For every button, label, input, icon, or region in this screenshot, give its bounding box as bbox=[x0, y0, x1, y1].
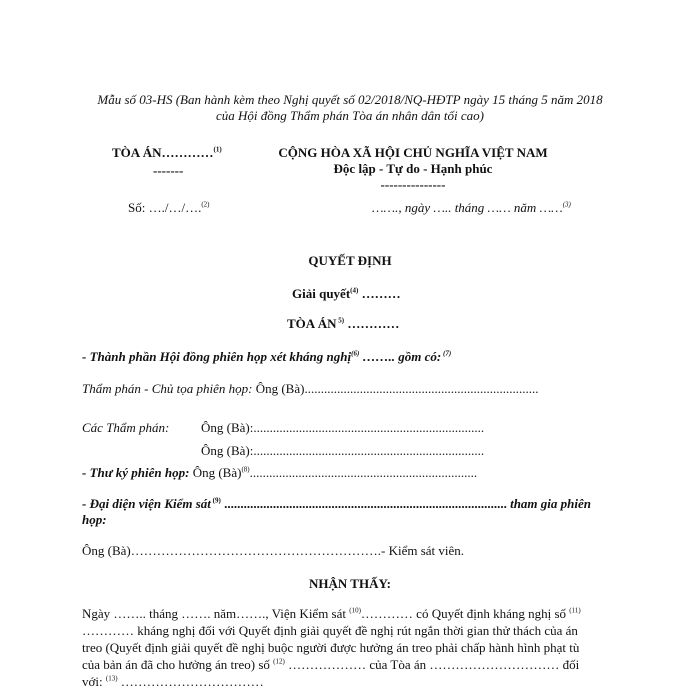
chair-label: Thẩm phán - Chủ tọa phiên họp: bbox=[82, 381, 253, 396]
resolve-dots: ……… bbox=[358, 286, 401, 301]
court-dash: ------- bbox=[153, 163, 184, 178]
findings-sup11: (11) bbox=[569, 606, 581, 615]
date-sup: (3) bbox=[562, 200, 571, 209]
resolve-text: Giải quyết bbox=[292, 286, 351, 301]
findings-line-2: ………… kháng nghị đối với Quyết định giải quyết đề nghị rút ngắn thời gian thử thách của án bbox=[82, 623, 578, 638]
prosecutor-line: Ông (Bà)………………………………………………….- Kiểm sát viên. bbox=[82, 543, 465, 558]
issue-date-text: ……., ngày ….. tháng …… năm …… bbox=[372, 200, 563, 215]
motto: Độc lập - Tự do - Hạnh phúc bbox=[333, 161, 493, 176]
findings-p4-a: của bản án đã cho hưởng án treo) số bbox=[82, 657, 274, 672]
header-note-line1: Mẫu số 03-HS (Ban hành kèm theo Nghị quyết số 02/2018/NQ-HĐTP ngày 15 tháng 5 năm 2018 bbox=[97, 92, 603, 107]
findings-sup12: (12) bbox=[273, 657, 285, 666]
procuracy-tail-2: họp: bbox=[82, 512, 107, 527]
judge-1: Ông (Bà):....................................................................... bbox=[201, 420, 485, 435]
panel-sup6: (6) bbox=[351, 349, 360, 358]
findings-sup10: (10) bbox=[349, 606, 361, 615]
court-title-text: TÒA ÁN bbox=[287, 316, 337, 331]
document-number-text: Số: …./…/…. bbox=[128, 200, 202, 215]
secretary-line bbox=[82, 465, 477, 481]
resolve-line bbox=[292, 286, 401, 302]
findings-p1-a: Ngày …….. tháng ……. năm……., Viện Kiểm sát bbox=[82, 606, 350, 621]
procuracy-label: - Đại diện viện Kiểm sát bbox=[82, 496, 211, 511]
secretary-dots: ...................................................................... bbox=[249, 465, 478, 480]
findings-p5-b: …………………………… bbox=[117, 674, 264, 689]
findings-line-5 bbox=[82, 674, 264, 690]
secretary-sup: (8) bbox=[241, 465, 250, 474]
number-sup: (2) bbox=[201, 200, 210, 209]
chair-line bbox=[82, 381, 538, 397]
findings-p5-a: với: bbox=[82, 674, 106, 689]
header-note-line2: của Hội đồng Thẩm phán Tòa án nhân dân tối cao) bbox=[216, 108, 484, 123]
findings-p4-b: ……………… của Tòa án ………………………… đối bbox=[284, 657, 580, 672]
decision-title: QUYẾT ĐỊNH bbox=[308, 253, 392, 268]
findings-line-4 bbox=[82, 657, 579, 673]
court-title-dots: ………… bbox=[344, 316, 400, 331]
panel-composition bbox=[82, 349, 451, 365]
findings-sup13: (13) bbox=[105, 674, 118, 683]
court-title-sup: 5) bbox=[336, 316, 345, 325]
nation-title: CỘNG HÒA XÃ HỘI CHỦ NGHĨA VIỆT NAM bbox=[278, 145, 548, 160]
panel-label: - Thành phần Hội đồng phiên họp xét kháng nghị bbox=[82, 349, 352, 364]
procuracy-sup: (9) bbox=[210, 496, 221, 505]
secretary-value: Ông (Bà) bbox=[189, 465, 242, 480]
judges-label: Các Thẩm phán: bbox=[82, 420, 170, 435]
panel-dots: …….. gồm có: bbox=[359, 349, 442, 364]
resolve-sup: (4) bbox=[350, 286, 359, 295]
motto-dash: --------------- bbox=[380, 177, 446, 192]
procuracy-tail: tham gia phiên bbox=[506, 496, 592, 511]
findings-p1-b: ………… có Quyết định kháng nghị số bbox=[360, 606, 570, 621]
court-title-line bbox=[287, 316, 399, 332]
court-name-text: TÒA ÁN………… bbox=[112, 145, 214, 160]
procuracy-dots: ....................................................................................... bbox=[220, 496, 507, 511]
issue-date bbox=[372, 200, 571, 216]
panel-sup7: (7) bbox=[441, 349, 452, 358]
chair-value: Ông (Bà)........................................................................ bbox=[252, 381, 539, 396]
court-name bbox=[112, 145, 222, 161]
findings-line-1 bbox=[82, 606, 581, 622]
procuracy-line bbox=[82, 496, 591, 512]
secretary-label: - Thư ký phiên họp: bbox=[82, 465, 190, 480]
court-sup: (1) bbox=[213, 145, 222, 154]
judge-2: Ông (Bà):....................................................................... bbox=[201, 443, 485, 458]
findings-heading: NHẬN THẤY: bbox=[309, 576, 391, 591]
findings-line-3: treo (Quyết định giải quyết đề nghị buộc người được hưởng án treo phải chấp hành hình phạt tù bbox=[82, 640, 580, 655]
document-number bbox=[128, 200, 210, 216]
